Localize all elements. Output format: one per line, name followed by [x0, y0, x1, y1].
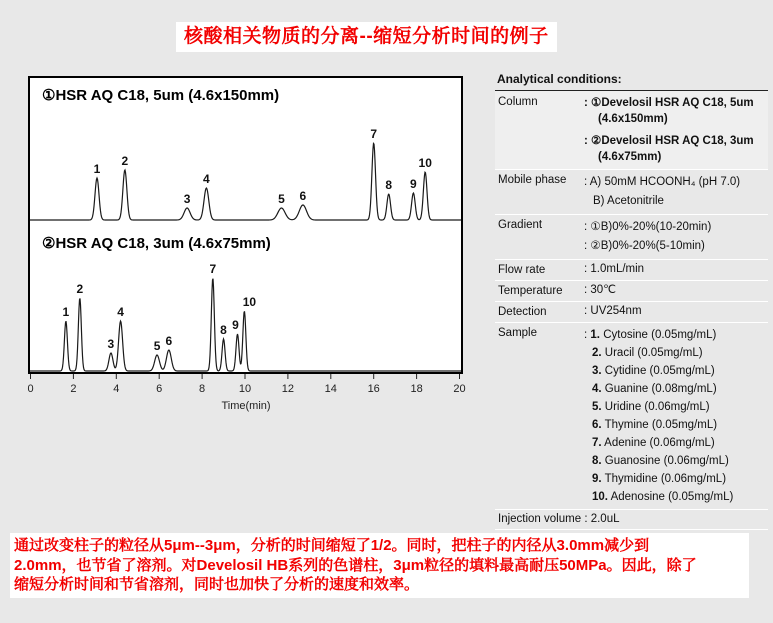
sample-colon: :: [584, 329, 588, 341]
analytical-conditions-panel: [495, 70, 768, 530]
chromatogram-trace: [30, 143, 461, 220]
mobile-phase-label: Mobile phase: [498, 174, 567, 186]
column-entry1-line1: : ①Develosil HSR AQ C18, 5um: [584, 97, 754, 109]
flow-rate-label: Flow rate: [498, 264, 546, 276]
detection-value: : UV254nm: [584, 305, 642, 317]
sample-item: [584, 326, 768, 344]
gradient-label: Gradient: [498, 219, 543, 231]
mobile-phase-a: : A) 50mM HCOONH₄ (pH 7.0): [584, 176, 741, 188]
footer-line-3: 缩短分析时间和节省溶剂，同时也加快了分析的速度和效率。: [14, 576, 420, 593]
sample-item: [584, 362, 768, 380]
sample-item-num: 7.: [592, 437, 602, 449]
axis-tick-label: 6: [156, 383, 163, 395]
sample-item-num: 3.: [592, 365, 602, 377]
peak-number-label: 6: [165, 334, 173, 348]
peak-number-label: 9: [410, 177, 417, 191]
axis-tick-label: 4: [113, 383, 120, 395]
axis-tick-label: 10: [238, 383, 252, 395]
peak-number-label: 5: [153, 339, 161, 353]
peak-number-label: 6: [299, 189, 307, 203]
mobile-phase-b: B) Acetonitrile: [593, 195, 664, 207]
sample-item-name: Thymine (0.05mg/mL): [604, 419, 718, 431]
column-entry2-line1: : ②Develosil HSR AQ C18, 3um: [584, 135, 754, 147]
chromatogram-2-label: ②HSR AQ C18, 3um (4.6x75mm): [42, 235, 271, 252]
condition-row-temperature: [495, 280, 768, 301]
gradient-2: : ②B)0%-20%(5-10min): [584, 240, 705, 252]
sample-item-num: 1.: [590, 329, 600, 341]
conditions-header: Analytical conditions:: [495, 70, 768, 91]
sample-item-num: 2.: [592, 347, 602, 359]
sample-item-name: Uracil (0.05mg/mL): [604, 347, 703, 359]
column-label: Column: [498, 96, 538, 108]
peak-number-label: 4: [117, 305, 124, 319]
sample-item: [584, 398, 768, 416]
axis-tick-label: 16: [367, 383, 380, 395]
sample-item: [584, 434, 768, 452]
axis-tick-label: 8: [199, 383, 206, 395]
peak-number-label: 2: [121, 154, 129, 168]
sample-item-num: 9.: [592, 473, 602, 485]
detection-label: Detection: [498, 306, 547, 318]
condition-row-sample: [495, 322, 768, 509]
sample-item-num: 6.: [592, 419, 602, 431]
injection-label: Injection volume: [498, 513, 582, 525]
axis-tick-label: 0: [27, 383, 34, 395]
sample-item-name: Guanosine (0.06mg/mL): [604, 455, 729, 467]
peak-number-label: 4: [203, 172, 210, 186]
condition-row-injection: [495, 509, 768, 530]
sample-item: [584, 416, 768, 434]
sample-item-name: Cytosine (0.05mg/mL): [603, 329, 717, 341]
sample-item-name: Thymidine (0.06mg/mL): [604, 473, 727, 485]
axis-tick-label: 20: [453, 383, 466, 395]
condition-row-mobile-phase: [495, 169, 768, 214]
peak-number-label: 10: [242, 295, 257, 309]
page-title: 核酸相关物质的分离--缩短分析时间的例子: [176, 22, 557, 52]
time-axis: [27, 374, 466, 420]
peak-number-label: 8: [385, 178, 393, 192]
condition-row-gradient: [495, 214, 768, 259]
chromatogram-svg: [30, 78, 461, 372]
sample-item-num: 10.: [592, 491, 608, 503]
flow-rate-value: : 1.0mL/min: [584, 263, 645, 275]
chromatogram-panel: [28, 76, 463, 374]
sample-label: Sample: [498, 327, 537, 339]
condition-row-flow-rate: [495, 259, 768, 280]
chromatogram-1-label: ①HSR AQ C18, 5um (4.6x150mm): [42, 87, 280, 104]
sample-item-name: Cytidine (0.05mg/mL): [604, 365, 715, 377]
gradient-value: [584, 218, 768, 256]
sample-item: [584, 344, 768, 362]
peak-number-label: 1: [93, 162, 101, 176]
axis-tick-label: 2: [70, 383, 77, 395]
peak-number-label: 8: [220, 323, 227, 337]
sample-item-num: 4.: [592, 383, 602, 395]
footer-line-2: 2.0mm，也节省了溶剂。对Develosil HB系列的色谱柱，3μm粒径的填料最高耐压50MPa。因此，除了: [14, 556, 697, 574]
peak-number-label: 1: [62, 305, 70, 319]
sample-item: [584, 452, 768, 470]
sample-item: [584, 380, 768, 398]
peak-number-label: 2: [76, 282, 84, 296]
sample-value: [584, 326, 768, 506]
peak-number-label: 3: [107, 337, 115, 351]
peak-number-label: 7: [370, 127, 378, 141]
temperature-label: Temperature: [498, 285, 563, 297]
chromatogram-trace: [30, 279, 461, 371]
mobile-phase-value: [584, 173, 768, 211]
injection-value: : 2.0uL: [584, 513, 620, 525]
peak-number-label: 3: [183, 192, 191, 206]
condition-row-detection: [495, 301, 768, 322]
peak-number-label: 10: [418, 156, 432, 170]
footer-line-1: 通过改变柱子的粒径从5μm--3μm，分析的时间缩短了1/2。同时，把柱子的内径从3.0mm减少到: [14, 537, 650, 554]
axis-tick-label: 12: [281, 383, 295, 395]
sample-item-name: Guanine (0.08mg/mL): [604, 383, 717, 395]
sample-item: [584, 488, 768, 506]
peak-number-label: 5: [278, 192, 285, 206]
temperature-value: : 30℃: [584, 284, 617, 296]
peak-number-label: 7: [209, 262, 217, 276]
footer-note: [10, 533, 749, 598]
gradient-1: : ①B)0%-20%(10-20min): [584, 221, 712, 233]
peak-number-label: 9: [232, 318, 239, 332]
condition-row-column: [495, 91, 768, 169]
x-axis-title: Time(min): [221, 400, 271, 412]
sample-item-num: 8.: [592, 455, 602, 467]
column-value: [584, 95, 768, 165]
axis-tick-label: 18: [410, 383, 423, 395]
sample-item-name: Adenosine (0.05mg/mL): [610, 491, 734, 503]
axis-tick-label: 14: [324, 383, 337, 395]
column-entry1-line2: (4.6x150mm): [598, 113, 668, 125]
sample-item-num: 5.: [592, 401, 602, 413]
sample-item: [584, 470, 768, 488]
sample-item-name: Adenine (0.06mg/mL): [604, 437, 715, 449]
column-entry2-line2: (4.6x75mm): [598, 151, 662, 163]
sample-item-name: Uridine (0.06mg/mL): [604, 401, 710, 413]
